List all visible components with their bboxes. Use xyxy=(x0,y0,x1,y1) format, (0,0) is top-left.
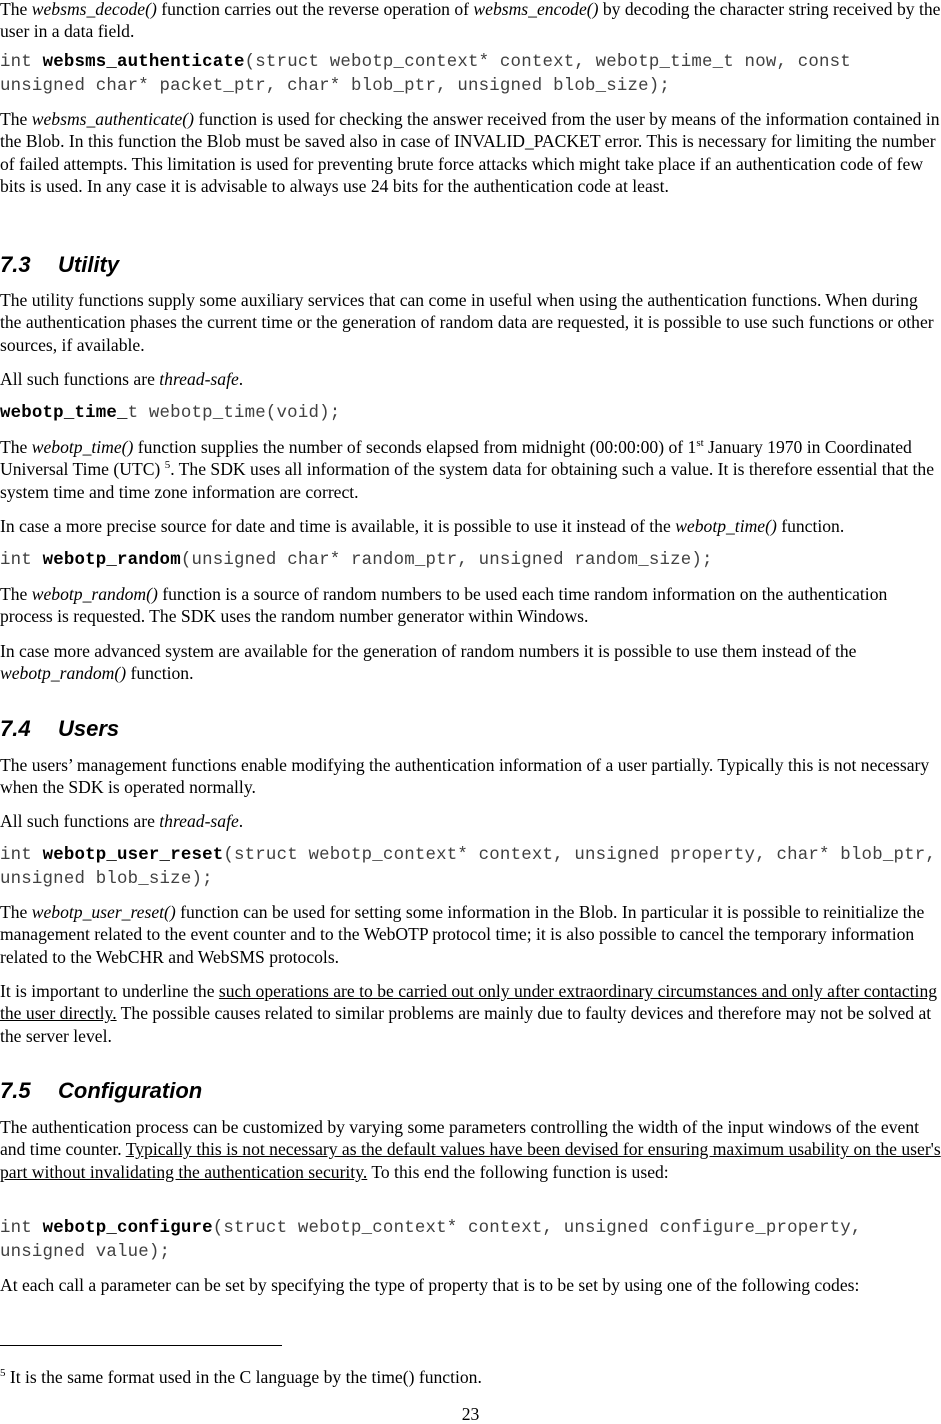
paragraph-time-precise: In case a more precise source for date and time is available, it is possible to use it instead of the webotp_time() function. xyxy=(0,516,845,536)
paragraph-random-advanced: In case more advanced system are available for the generation of random numbers it is possible to use them instead of the webotp_random() function. xyxy=(0,641,857,684)
paragraph-authenticate: The websms_authenticate() function is used for checking the answer received from the user by means of the information contained in the Blob. In this function the Blob must be saved also in case of INVALID_PACKET error. This is necessary for limiting the number of failed attempts. This limitation is used for preventing brute force attacks which might take place if an authentication code of few bits is used. In any case it is advisable to always use 24 bits for the authentication code at least. xyxy=(0,109,940,197)
function-ref: websms_decode() xyxy=(31,0,157,19)
paragraph-configuration: The authentication process can be customized by varying some parameters controlling the width of the input windows of the event and time counter. Typically this is not necessary as the default values have been devised for ensuring maximum usability on the user's part without invalidating the authentication security. To this end the following function is used: xyxy=(0,1117,941,1182)
function-ref: webotp_random() xyxy=(31,584,158,604)
function-ref: webotp_time() xyxy=(31,437,134,457)
paragraph-time: The webotp_time() function supplies the number of seconds elapsed from midnight (00:00:00) of 1st January 1970 in Coordinated Universal Time (UTC) $^5$. The SDK uses all information of the system data for obtaining such a value. It is therefore essential that the system time and time zone information are correct. xyxy=(0,437,935,502)
signature-webotp-configure: int webotp_configure(struct webotp_context* context, unsigned configure_property, unsigned value); xyxy=(0,1219,862,1262)
section-heading-7-5: 7.5 Configuration xyxy=(0,1078,203,1103)
function-ref: webotp_time() xyxy=(675,516,777,536)
paragraph-important: It is important to underline the such operations are to be carried out only under extraordinary circumstances and only after contacting the user directly. The possible causes related to similar problems are mainly due to faulty devices and therefore may not be solved at the server level. xyxy=(0,981,938,1046)
paragraph-thread-safe-users: All such functions are thread-safe. xyxy=(0,811,244,831)
paragraph-random: The webotp_random() function is a source of random numbers to be used each time random information on the authentication process is requested. The SDK uses the random number generator within Windows. xyxy=(0,584,888,627)
page-number: 23 xyxy=(461,1404,480,1424)
footnote-separator xyxy=(0,1345,282,1346)
footnote: $^5$ It is the same format used in the C language by the time() function. xyxy=(0,1367,482,1387)
function-ref: webotp_random() xyxy=(0,663,127,684)
paragraph-thread-safe: All such functions are thread-safe. xyxy=(0,369,244,389)
signature-webotp-time: webotp_time_t webotp_time(void); xyxy=(0,404,341,423)
function-ref: websms_authenticate() xyxy=(31,109,194,129)
footnote-ref[interactable]: 5 xyxy=(164,459,171,472)
signature-webotp-user-reset: int webotp_user_reset(struct webotp_context* context, unsigned property, char* blob_ptr, unsigned blob_size); xyxy=(0,846,937,889)
paragraph-utility: The utility functions supply some auxiliary services that can come in useful when using the authentication functions. When during the authentication phases the current time or the generation of random data are requested, it is possible to use such functions or other sources, if available. xyxy=(0,290,934,355)
signature-websms-authenticate: int websms_authenticate(struct webotp_context* context, webotp_time_t now, const unsigned char* packet_ptr, char* blob_ptr, unsigned blob_size); xyxy=(0,53,851,96)
signature-webotp-random: int webotp_random(unsigned char* random_ptr, unsigned random_size); xyxy=(0,551,713,570)
section-heading-7-3: 7.3 Utility xyxy=(0,252,120,277)
section-heading-7-4: 7.4 Users xyxy=(0,716,120,741)
paragraph-decode: The websms_decode() function carries out the reverse operation of websms_encode() by decoding the character string received by the user in a data field. xyxy=(0,0,941,42)
paragraph-codes: At each call a parameter can be set by specifying the type of property that is to be set by using one of the following codes: xyxy=(0,1275,860,1295)
function-ref: websms_encode() xyxy=(473,0,599,19)
paragraph-user-reset: The webotp_user_reset() function can be used for setting some information in the Blob. In particular it is possible to reinitialize the management related to the event counter and to the WebOTP protocol time; it is also possible to cancel the temporary information related to the WebCHR and WebSMS protocols. xyxy=(0,902,925,967)
function-ref: webotp_user_reset() xyxy=(31,902,176,922)
paragraph-users: The users’ management functions enable modifying the authentication information of a user partially. Typically this is not necessary when the SDK is operated normally. xyxy=(0,755,930,798)
